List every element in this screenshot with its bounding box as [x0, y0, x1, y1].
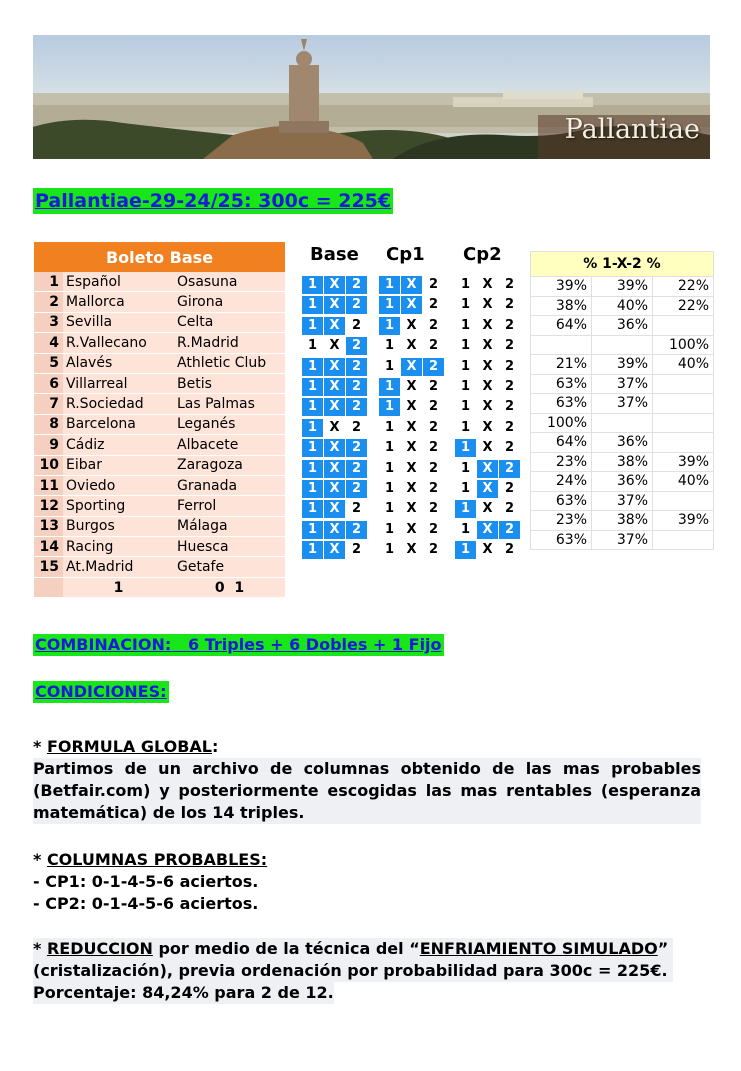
base-sign-cell: 2 [346, 337, 367, 355]
percent-row [531, 511, 714, 531]
percent-cell: 39% [653, 452, 714, 472]
cp1-sign-cell: X [406, 460, 417, 476]
percent-cell: 63% [531, 530, 592, 550]
percent-cell: 40% [653, 472, 714, 492]
probables-bullet: * [33, 850, 47, 869]
columnas-probables-section [33, 849, 701, 915]
cp1-sign-cell: 1 [379, 317, 400, 335]
home-team: Alavés [63, 353, 174, 373]
pleno-blank [34, 577, 63, 597]
percent-cell: 23% [531, 511, 592, 531]
pleno-goals-a: 0 [214, 579, 225, 596]
cp1-sign-cell: X [401, 296, 422, 314]
base-sign-cell: X [324, 378, 345, 396]
cp2-sign-cell: 1 [460, 481, 471, 496]
base-sign-cell: X [324, 460, 345, 478]
cp2-sign-cell: X [482, 277, 493, 292]
percent-cell: 100% [653, 335, 714, 355]
cp1-sign-cell: 2 [428, 297, 439, 313]
home-team: R.Vallecano [63, 333, 174, 353]
formula-title: FORMULA GLOBAL [46, 737, 212, 756]
percent-cell: 36% [592, 472, 653, 492]
cp1-sign-cell: 1 [379, 378, 400, 396]
home-team: Cádiz [63, 435, 174, 455]
percent-cell: 37% [592, 394, 653, 414]
combinacion-line [33, 634, 444, 656]
reduccion-title-2: ENFRIAMIENTO SIMULADO [419, 939, 658, 958]
match-number: 3 [34, 312, 63, 332]
percent-cell [592, 413, 653, 433]
header-banner-image [33, 35, 710, 159]
percent-cell: 63% [531, 374, 592, 394]
away-team: Celta [174, 312, 285, 332]
away-team: Getafe [174, 557, 285, 577]
base-sign-cell: X [324, 521, 345, 539]
percent-row [531, 296, 714, 316]
match-row [34, 496, 285, 516]
base-sign-cell: X [329, 419, 340, 435]
home-team: Villarreal [63, 373, 174, 393]
match-row [34, 292, 285, 312]
cp2-sign-cell: 1 [460, 521, 471, 537]
percent-row [531, 452, 714, 472]
cp2-sign-cell: 2 [504, 317, 515, 333]
percent-cell: 23% [531, 452, 592, 472]
percent-cell: 37% [592, 530, 653, 550]
home-team: Burgos [63, 516, 174, 536]
cp1-sign-cell: 1 [379, 296, 400, 314]
cp1-sign-cell: 2 [428, 317, 439, 333]
match-number: 4 [34, 333, 63, 353]
cp1-sign-cell: 2 [428, 440, 439, 456]
base-sign-cell: 1 [302, 378, 323, 396]
base-sign-cell: 2 [351, 419, 362, 435]
home-team: Eibar [63, 455, 174, 475]
match-number: 15 [34, 557, 63, 577]
cp1-sign-cell: X [406, 542, 417, 558]
base-sign-cell: 2 [346, 398, 367, 416]
cp2-sign-cell: 2 [504, 419, 515, 435]
percent-cell: 39% [531, 277, 592, 297]
percent-row [531, 491, 714, 511]
cp1-sign-cell: X [406, 399, 417, 415]
away-team: Zaragoza [174, 455, 285, 475]
page-title: Pallantiae-29-24/25: 300c = 225€ [35, 190, 392, 212]
match-row [34, 272, 285, 292]
percent-cell [592, 335, 653, 355]
percent-row [531, 472, 714, 492]
cp2-sign-cell: 2 [504, 297, 515, 313]
base-sign-cell: X [324, 500, 345, 518]
cp1-sign-cell: 1 [384, 358, 395, 374]
cp1-sign-cell: 1 [379, 276, 400, 294]
percent-cell [653, 530, 714, 550]
percent-cell: 64% [531, 316, 592, 336]
base-sign-cell: X [324, 398, 345, 416]
cp1-sign-cell: X [406, 317, 417, 333]
base-sign-cell: 2 [346, 358, 367, 376]
match-row [34, 353, 285, 373]
match-number: 10 [34, 455, 63, 475]
base-sign-cell: 1 [302, 521, 323, 539]
cp1-sign-cell: 2 [428, 481, 439, 496]
cp2-sign-cell: 1 [460, 297, 471, 313]
cp1-sign-cell: X [406, 521, 417, 537]
cp2-sign-cell: 1 [455, 500, 476, 518]
away-team: Betis [174, 373, 285, 393]
cp1-sign-cell: 1 [384, 481, 395, 496]
cp1-sign-cell: 2 [428, 399, 439, 415]
away-team: Leganés [174, 414, 285, 434]
cp2-sign-cell: 2 [499, 521, 520, 539]
match-number: 7 [34, 394, 63, 414]
cp2-sign-cell: X [477, 460, 498, 478]
base-sign-cell: 1 [307, 338, 318, 354]
combinacion-label: COMBINACION: [35, 635, 172, 654]
percent-cell [653, 394, 714, 414]
cp2-sign-cell: 1 [460, 419, 471, 435]
base-sign-cell: 2 [346, 378, 367, 396]
percent-cell: 38% [592, 511, 653, 531]
percent-cell: 36% [592, 316, 653, 336]
base-sign-cell: 1 [302, 460, 323, 478]
base-sign-cell: 1 [302, 358, 323, 376]
percent-cell: 39% [592, 277, 653, 297]
site-logo-text: Pallantiae [564, 114, 700, 145]
cp1-sign-cell: 2 [428, 521, 439, 537]
cp2-sign-cell: X [482, 297, 493, 313]
percent-cell: 22% [653, 296, 714, 316]
percent-cell: 63% [531, 491, 592, 511]
away-team: Ferrol [174, 496, 285, 516]
cp2-sign-cell: X [482, 419, 493, 435]
cp2-sign-cell: 2 [504, 481, 515, 496]
cp1-sign-cell: X [406, 419, 417, 435]
match-row [34, 475, 285, 495]
percent-row [531, 277, 714, 297]
percent-cell: 64% [531, 433, 592, 453]
home-team: Mallorca [63, 292, 174, 312]
percent-table [530, 251, 714, 550]
formula-bullet: * [33, 737, 47, 756]
base-sign-cell: X [324, 541, 345, 559]
probables-line-cp2: - CP2: 0-1-4-5-6 aciertos. [33, 894, 259, 913]
cp1-sign-cell: 1 [384, 419, 395, 435]
base-sign-cell: 1 [302, 419, 323, 437]
boleto-header: Boleto Base [34, 242, 285, 272]
reduccion-bullet: * [33, 939, 47, 958]
cp1-sign-cell: 2 [428, 419, 439, 435]
base-sign-cell: 1 [302, 317, 323, 335]
cp1-sign-cell: X [406, 481, 417, 496]
cp2-sign-cell: X [482, 440, 493, 456]
percent-cell [531, 335, 592, 355]
percent-cell [653, 491, 714, 511]
base-sign-cell: 2 [346, 460, 367, 478]
percent-row [531, 374, 714, 394]
away-team: Osasuna [174, 272, 285, 292]
percent-row [531, 394, 714, 414]
cp2-sign-cell: X [482, 317, 493, 333]
pleno-away-goals [174, 577, 285, 597]
reduccion-text-a: por medio de la técnica del “ [152, 939, 420, 958]
cp2-sign-cell: 2 [504, 440, 515, 456]
home-team: Barcelona [63, 414, 174, 434]
percent-row [531, 355, 714, 375]
base-sign-cell: 1 [302, 398, 323, 416]
cp1-sign-cell: X [406, 379, 417, 394]
column-header-base: Base [310, 244, 359, 265]
base-sign-cell: X [329, 338, 340, 354]
base-sign-cell: 2 [346, 480, 367, 498]
home-team: R.Sociedad [63, 394, 174, 414]
base-sign-cell: 2 [351, 542, 362, 558]
match-row [34, 394, 285, 414]
cp2-sign-cell: 2 [499, 460, 520, 478]
formula-colon: : [211, 737, 219, 756]
match-row [34, 373, 285, 393]
away-team: R.Madrid [174, 333, 285, 353]
home-team: Sevilla [63, 312, 174, 332]
match-number: 11 [34, 475, 63, 495]
cp1-sign-cell: X [406, 440, 417, 456]
cp2-sign-cell: 2 [504, 338, 515, 354]
base-sign-cell: 1 [302, 541, 323, 559]
percent-cell: 22% [653, 277, 714, 297]
cp2-sign-cell: X [482, 379, 493, 394]
home-team: At.Madrid [63, 557, 174, 577]
match-number: 9 [34, 435, 63, 455]
formula-global-section [33, 736, 701, 824]
percent-cell: 40% [592, 296, 653, 316]
boleto-base-table [34, 242, 285, 598]
base-sign-cell: 1 [302, 480, 323, 498]
cp2-sign-cell: 1 [460, 317, 471, 333]
cp1-sign-cell: 1 [379, 398, 400, 416]
percent-cell [653, 316, 714, 336]
cp2-sign-cell: X [482, 501, 493, 517]
base-sign-cell: X [324, 296, 345, 314]
match-row [34, 557, 285, 577]
cp1-sign-cell: 2 [428, 338, 439, 354]
base-sign-cell: 1 [302, 500, 323, 518]
away-team: Girona [174, 292, 285, 312]
cp1-sign-cell: 1 [384, 542, 395, 558]
formula-text: Partimos de un archivo de columnas obtenido de las mas probables (Betfair.com) y posteriormente escogidas las mas rentables (esperanza matemática) de los 14 triples. [33, 759, 701, 822]
base-sign-cell: 2 [346, 521, 367, 539]
reduccion-text-b: ” (cristalización), previa ordenación por probabilidad para 300c = 225€. [33, 939, 669, 980]
base-sign-cell: 1 [302, 439, 323, 457]
base-sign-cell: X [324, 317, 345, 335]
base-sign-cell: 2 [346, 276, 367, 294]
away-team: Las Palmas [174, 394, 285, 414]
cp1-sign-cell: X [401, 276, 422, 294]
cp2-sign-cell: 2 [504, 277, 515, 292]
match-number: 13 [34, 516, 63, 536]
match-number: 5 [34, 353, 63, 373]
percent-cell [653, 433, 714, 453]
home-team: Español [63, 272, 174, 292]
percent-cell: 36% [592, 433, 653, 453]
percent-cell: 38% [531, 296, 592, 316]
cp1-sign-cell: 1 [384, 338, 395, 354]
percent-cell: 40% [653, 355, 714, 375]
cp2-sign-cell: X [477, 480, 498, 498]
cp2-sign-cell: 2 [504, 501, 515, 517]
percent-cell [653, 374, 714, 394]
base-sign-cell: 2 [346, 439, 367, 457]
match-row [34, 414, 285, 434]
base-sign-cell: X [324, 276, 345, 294]
cp1-sign-cell: 1 [384, 460, 395, 476]
percent-cell: 37% [592, 374, 653, 394]
pleno-home-goals: 1 [63, 577, 174, 597]
cp2-sign-cell: 1 [460, 358, 471, 374]
cp1-sign-cell: 2 [428, 542, 439, 558]
cp1-sign-cell: X [406, 501, 417, 517]
cp2-sign-cell: 2 [504, 399, 515, 415]
cp2-sign-cell: X [482, 399, 493, 415]
match-number: 2 [34, 292, 63, 312]
home-team: Sporting [63, 496, 174, 516]
cp2-sign-cell: 1 [460, 379, 471, 394]
column-header-cp2: Cp2 [463, 244, 502, 265]
base-sign-cell: 2 [351, 317, 362, 333]
match-row [34, 333, 285, 353]
percent-cell [653, 413, 714, 433]
percent-row [531, 433, 714, 453]
percent-row [531, 530, 714, 550]
cp1-sign-cell: 2 [428, 379, 439, 394]
cp2-sign-cell: 1 [455, 439, 476, 457]
cp2-sign-cell: 1 [460, 460, 471, 476]
reduccion-title: REDUCCION [46, 939, 153, 958]
base-sign-cell: 2 [346, 296, 367, 314]
away-team: Granada [174, 475, 285, 495]
away-team: Huesca [174, 537, 285, 557]
cp1-sign-cell: 1 [384, 440, 395, 456]
match-number: 8 [34, 414, 63, 434]
probables-line-cp1: - CP1: 0-1-4-5-6 aciertos. [33, 872, 259, 891]
cp1-sign-cell: 2 [428, 501, 439, 517]
base-sign-cell: 1 [302, 276, 323, 294]
away-team: Albacete [174, 435, 285, 455]
cp1-sign-cell: X [406, 338, 417, 354]
base-sign-cell: 1 [302, 296, 323, 314]
cp2-sign-cell: 2 [504, 358, 515, 374]
cp2-sign-cell: X [482, 358, 493, 374]
percent-row [531, 316, 714, 336]
match-row [34, 516, 285, 536]
percent-cell: 39% [592, 355, 653, 375]
percent-table-header: % 1-X-2 % [531, 252, 714, 277]
cp2-sign-cell: 1 [460, 399, 471, 415]
probables-title: COLUMNAS PROBABLES: [46, 850, 268, 869]
match-number: 6 [34, 373, 63, 393]
match-row [34, 312, 285, 332]
match-number: 14 [34, 537, 63, 557]
percent-cell: 100% [531, 413, 592, 433]
cp2-sign-cell: X [482, 542, 493, 558]
cp2-sign-cell: 1 [455, 541, 476, 559]
base-sign-cell: X [324, 480, 345, 498]
base-sign-cell: 2 [351, 501, 362, 517]
percent-cell: 21% [531, 355, 592, 375]
base-sign-cell: X [324, 439, 345, 457]
percent-cell: 37% [592, 491, 653, 511]
home-team: Oviedo [63, 475, 174, 495]
pleno-score-row [34, 577, 285, 597]
home-team: Racing [63, 537, 174, 557]
percent-cell: 39% [653, 511, 714, 531]
percent-row [531, 335, 714, 355]
match-number: 12 [34, 496, 63, 516]
match-row [34, 537, 285, 557]
cp1-sign-cell: X [401, 358, 422, 376]
cp2-sign-cell: X [482, 338, 493, 354]
match-number: 1 [34, 272, 63, 292]
cp1-sign-cell: 1 [384, 501, 395, 517]
combinacion-value: 6 Triples + 6 Dobles + 1 Fijo [188, 635, 442, 654]
cp2-sign-cell: 1 [460, 277, 471, 292]
cp2-sign-cell: 2 [504, 542, 515, 558]
percent-cell: 63% [531, 394, 592, 414]
column-header-cp1: Cp1 [386, 244, 425, 265]
percent-cell: 38% [592, 452, 653, 472]
match-row [34, 455, 285, 475]
percent-cell: 24% [531, 472, 592, 492]
cp2-sign-cell: 2 [504, 379, 515, 394]
cp1-sign-cell: 2 [428, 460, 439, 476]
match-row [34, 435, 285, 455]
percent-row [531, 413, 714, 433]
pleno-goals-b: 1 [234, 579, 245, 596]
reduccion-percentage: Porcentaje: 84,24% para 2 de 12. [33, 983, 334, 1002]
cp2-sign-cell: X [477, 521, 498, 539]
cp1-sign-cell: 2 [423, 358, 444, 376]
away-team: Málaga [174, 516, 285, 536]
cp1-sign-cell: 2 [428, 277, 439, 292]
cp1-sign-cell: 1 [384, 521, 395, 537]
condiciones-heading: CONDICIONES: [35, 682, 167, 701]
away-team: Athletic Club [174, 353, 285, 373]
reduccion-section [33, 938, 673, 1004]
base-sign-cell: X [324, 358, 345, 376]
cp2-sign-cell: 1 [460, 338, 471, 354]
